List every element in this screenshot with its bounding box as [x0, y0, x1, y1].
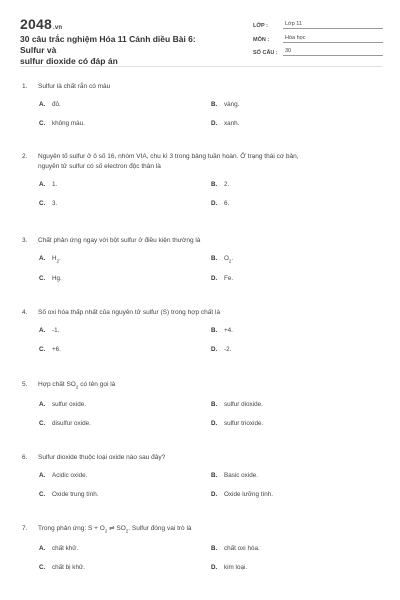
option-letter: C. [39, 120, 46, 127]
question-stem [22, 82, 382, 92]
question-6 [22, 453, 382, 498]
option-text: -1. [52, 327, 60, 334]
question-stem [22, 308, 382, 318]
question-text [38, 380, 382, 392]
option-letter: B. [211, 181, 218, 188]
option-letter: A. [39, 181, 46, 188]
option-letter: A. [39, 101, 46, 108]
option-text: -2. [224, 346, 232, 353]
question-1 [22, 82, 382, 127]
option-letter: D. [211, 200, 218, 207]
option-text: sulfur trioxide. [224, 420, 264, 428]
option-text: +6. [52, 346, 61, 353]
meta-row-class [253, 17, 383, 29]
option-text: vàng. [224, 101, 240, 108]
options [22, 472, 382, 498]
option-text: Basic oxide. [224, 472, 258, 479]
options [22, 101, 382, 127]
option-text: 2. [224, 181, 230, 188]
equation-part-2: ⇌ SO [107, 525, 126, 532]
option-d[interactable] [211, 420, 383, 427]
option-letter: B. [211, 327, 218, 334]
option-text: sulfur dioxide. [224, 401, 263, 409]
option-letter: D. [211, 491, 218, 498]
question-text-post: có tên gọi là [78, 381, 116, 388]
options [22, 327, 382, 353]
question-text [38, 152, 382, 172]
option-letter: B. [211, 472, 218, 479]
meta-label-count: SỐ CÂU : [253, 50, 278, 56]
option-text [52, 255, 61, 263]
formula-subscript: 2 [75, 384, 79, 390]
meta-label-subject: MÔN : [253, 36, 270, 43]
question-text: Số oxi hóa thấp nhất của nguyên tử sulfur (S) trong hợp chất là [38, 309, 221, 316]
meta-label-class: LỚP : [253, 23, 268, 29]
formula-subscript: 2 [125, 528, 129, 534]
option-c[interactable] [39, 564, 211, 571]
option-text: Hg. [52, 275, 62, 283]
title-line-1: 30 câu trắc nghiệm Hóa 11 Cánh diều Bài 6: Sulfur và [20, 34, 196, 55]
option-text: +4. [224, 327, 233, 334]
option-text: Oxide lưỡng tính. [224, 491, 273, 498]
option-letter: D. [211, 275, 218, 283]
option-letter: C. [39, 564, 46, 572]
formula-subscript: 2 [56, 258, 60, 264]
option-b[interactable] [211, 327, 383, 334]
meta-value-subject: Hóa học [283, 35, 383, 43]
formula-subscript: 2 [104, 528, 108, 534]
option-text: 3. [52, 200, 58, 207]
question-text-post: . Sulfur đóng vai trò là [128, 525, 192, 532]
option-letter: C. [39, 275, 46, 283]
option-letter: B. [211, 401, 218, 409]
option-text: không màu. [52, 120, 85, 127]
question-text-pre: Hợp chất SO [38, 381, 76, 388]
formula-symbol: H [52, 255, 57, 262]
options [22, 255, 382, 282]
option-c[interactable] [39, 420, 211, 427]
option-letter: D. [211, 120, 218, 127]
option-text: 1. [52, 181, 58, 188]
option-b[interactable] [211, 401, 383, 408]
formula-subscript: 2 [228, 258, 232, 264]
formula-suffix: . [59, 255, 61, 262]
option-letter: A. [39, 472, 46, 479]
logo-text: 2048 [20, 16, 52, 32]
option-a[interactable] [39, 401, 211, 408]
option-letter: A. [39, 545, 46, 553]
question-text: Sulfur là chất rắn có màu [38, 83, 111, 90]
question-text-line-1: Nguyên tố sulfur ở ô số 16, nhóm VIA, chu kì 3 trong bảng tuần hoàn. Ở trạng thái cơ bản, [38, 153, 299, 160]
question-number: 4. [22, 309, 28, 316]
question-stem [22, 380, 382, 392]
option-text: 6. [224, 200, 230, 207]
question-number: 3. [22, 237, 28, 244]
option-letter: C. [39, 420, 46, 428]
meta-row-subject [253, 31, 383, 43]
option-text: disulfur oxide. [52, 420, 91, 428]
option-a[interactable] [39, 255, 211, 263]
option-letter: D. [211, 420, 218, 428]
options [22, 401, 382, 427]
option-c[interactable] [39, 200, 211, 207]
option-letter: C. [39, 346, 46, 353]
option-letter: B. [211, 255, 218, 262]
question-5 [22, 380, 382, 427]
option-text: Acidic oxide. [52, 472, 88, 479]
option-d[interactable] [211, 346, 383, 353]
question-4 [22, 308, 382, 353]
question-stem [22, 453, 382, 463]
option-d[interactable] [211, 120, 383, 127]
option-a[interactable] [39, 545, 211, 552]
option-b[interactable] [211, 101, 383, 108]
option-letter: A. [39, 255, 46, 262]
question-text: Sulfur dioxide thuộc loại oxide nào sau đây? [38, 454, 166, 461]
option-text: chất khử. [52, 545, 79, 553]
options [22, 545, 382, 571]
question-number: 6. [22, 454, 28, 461]
formula-suffix: . [231, 255, 234, 262]
title-line-2: sulfur dioxide có đáp án [20, 56, 118, 66]
question-number: 1. [22, 83, 28, 90]
option-d[interactable] [211, 491, 383, 498]
question-text [38, 524, 382, 536]
option-text [224, 255, 233, 263]
question-stem [22, 152, 382, 172]
option-a[interactable] [39, 327, 211, 334]
option-b[interactable] [211, 545, 383, 552]
option-letter: D. [211, 346, 218, 353]
question-number: 7. [22, 525, 28, 532]
option-b[interactable] [211, 181, 383, 188]
option-text: Fe. [224, 275, 234, 283]
document-title [20, 34, 220, 67]
header-divider [20, 66, 382, 67]
question-7 [22, 524, 382, 571]
meta-row-count [253, 44, 383, 56]
option-text: kim loại. [224, 564, 248, 572]
option-text: chất oxi hóa. [224, 545, 260, 553]
option-letter: A. [39, 327, 46, 334]
option-letter: D. [211, 564, 218, 572]
option-d[interactable] [211, 564, 383, 571]
question-number: 5. [22, 381, 28, 388]
option-letter: B. [211, 101, 218, 108]
question-stem [22, 236, 382, 246]
option-a[interactable] [39, 181, 211, 188]
meta-value-class: Lớp 11 [283, 21, 383, 29]
option-text: chất bị khử. [52, 564, 85, 572]
option-c[interactable] [39, 346, 211, 353]
option-text: sulfur oxide. [52, 401, 86, 409]
option-a[interactable] [39, 472, 211, 479]
option-letter: A. [39, 401, 46, 409]
site-logo[interactable] [20, 16, 62, 32]
formula-symbol: O [224, 255, 229, 262]
meta-value-count: 30 [283, 48, 383, 56]
option-d[interactable] [211, 275, 383, 282]
equation-part-1: Trong phản ứng: S + O [38, 525, 105, 532]
question-2 [22, 152, 382, 207]
meta-info [253, 17, 383, 58]
logo-suffix: .vn [52, 25, 63, 31]
option-text: đỏ. [52, 101, 61, 108]
options [22, 181, 382, 207]
question-number: 2. [22, 153, 28, 160]
option-text: xanh. [224, 120, 240, 127]
option-b[interactable] [211, 472, 383, 479]
question-text-line-2: nguyên tử sulfur có số electron độc thân là [38, 163, 161, 170]
question-text: Chất phản ứng ngay với bột sulfur ở điều kiện thường là [38, 237, 201, 244]
option-text: Oxide trung tính. [52, 491, 99, 498]
option-letter: C. [39, 200, 46, 207]
option-d[interactable] [211, 200, 383, 207]
question-stem [22, 524, 382, 536]
option-a[interactable] [39, 101, 211, 108]
option-c[interactable] [39, 275, 211, 282]
option-b[interactable] [211, 255, 383, 263]
option-letter: B. [211, 545, 218, 553]
question-3 [22, 236, 382, 282]
option-c[interactable] [39, 491, 211, 498]
option-letter: C. [39, 491, 46, 498]
option-c[interactable] [39, 120, 211, 127]
